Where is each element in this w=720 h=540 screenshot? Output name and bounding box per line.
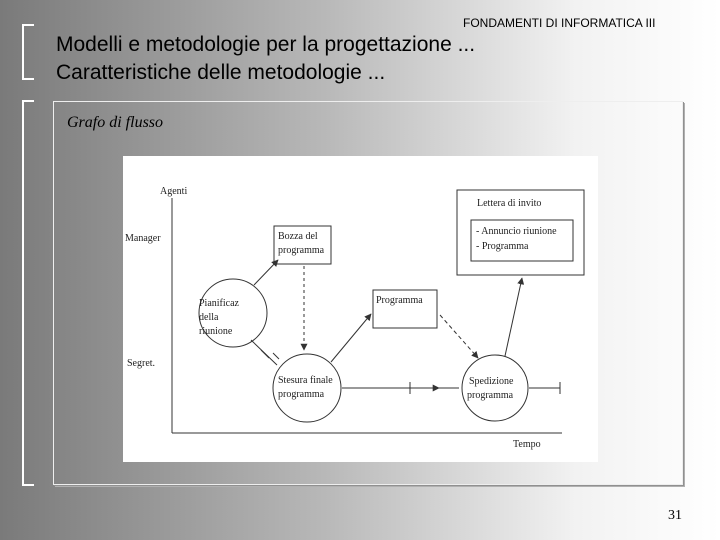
letter-title: Lettera di invito bbox=[477, 198, 542, 209]
shipping-label-1: Spedizione bbox=[469, 376, 514, 387]
agent-label-manager: Manager bbox=[125, 233, 161, 244]
x-axis-label: Tempo bbox=[513, 439, 541, 450]
arrow-planning-tick-2 bbox=[273, 353, 279, 359]
letter-item-2: - Programma bbox=[476, 241, 529, 252]
final-draft-node bbox=[273, 354, 341, 422]
slide-title bbox=[56, 31, 475, 87]
letter-item-1: - Annuncio riunione bbox=[476, 226, 557, 237]
arrow-program-to-shipping bbox=[440, 315, 478, 358]
planning-label-2: della bbox=[199, 312, 219, 323]
y-axis-label: Agenti bbox=[160, 186, 188, 197]
page-number: 31 bbox=[668, 508, 682, 523]
shipping-label-2: programma bbox=[467, 390, 514, 401]
arrow-shipping-to-letter bbox=[505, 278, 522, 356]
draft-label-2: programma bbox=[278, 245, 325, 256]
title-line-1: Modelli e metodologie per la progettazione ... bbox=[56, 33, 476, 56]
planning-label-3: riunione bbox=[199, 326, 233, 337]
shipping-node bbox=[462, 355, 528, 421]
title-bracket bbox=[22, 24, 34, 80]
flow-diagram-svg bbox=[123, 156, 598, 462]
planning-label-1: Pianificaz bbox=[199, 298, 239, 309]
content-bracket bbox=[22, 100, 34, 486]
program-label: Programma bbox=[376, 295, 423, 306]
arrow-final-to-program bbox=[331, 314, 371, 362]
final-draft-label-1: Stesura finale bbox=[278, 375, 333, 386]
course-header: FONDAMENTI DI INFORMATICA III bbox=[463, 16, 656, 30]
agent-label-secretary: Segret. bbox=[127, 358, 156, 369]
diagram-subtitle: Grafo di flusso bbox=[67, 114, 164, 131]
flow-diagram bbox=[123, 156, 598, 462]
arrow-planning-tick bbox=[261, 350, 269, 358]
arrow-planning-to-draft bbox=[254, 260, 278, 285]
final-draft-label-2: programma bbox=[278, 389, 325, 400]
title-line-2: Caratteristiche delle metodologie ... bbox=[56, 61, 386, 84]
draft-label-1: Bozza del bbox=[278, 231, 318, 242]
